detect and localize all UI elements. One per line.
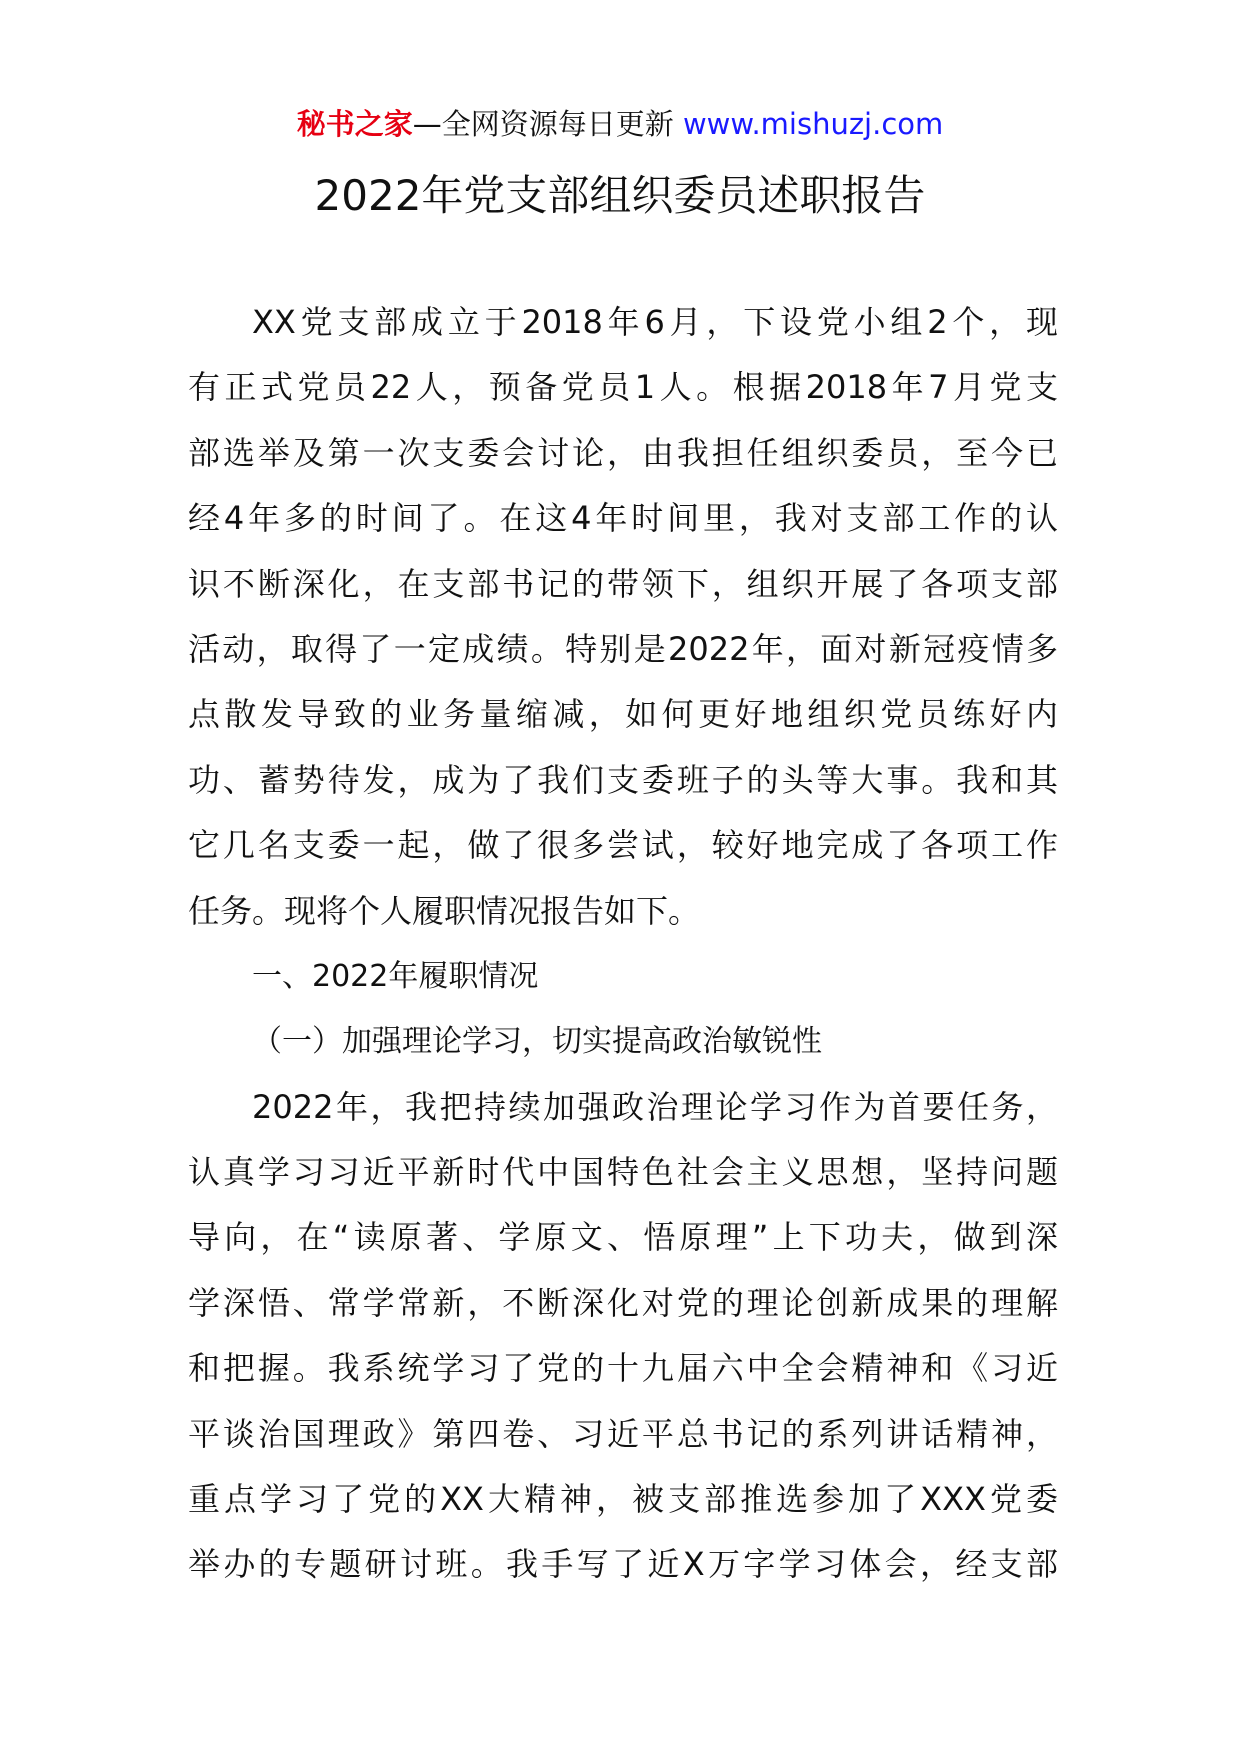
paragraph-line: 导向，在“读原著、学原文、悟原理”上下功夫，做到深 [188, 1218, 1058, 1257]
section-heading: 一、2022年履职情况 [252, 958, 539, 994]
subsection-heading: （一）加强理论学习，切实提高政治敏锐性 [252, 1024, 822, 1060]
paragraph-line: 功、蓄势待发，成为了我们支委班子的头等大事。我和其 [188, 760, 1058, 799]
paragraph-line: 识不断深化，在支部书记的带领下，组织开展了各项支部 [188, 564, 1058, 603]
paragraph-line: 2022年，我把持续加强政治理论学习作为首要任务， [252, 1087, 1058, 1126]
document-title: 2022年党支部组织委员述职报告 [314, 171, 926, 220]
paragraph-line: 点散发导致的业务量缩减，如何更好地组织党员练好内 [188, 695, 1058, 734]
paragraph-line: 任务。现将个人履职情况报告如下。 [188, 891, 701, 930]
document-body [188, 290, 1058, 1598]
site-name: 秘书之家 [296, 107, 413, 141]
paragraph-line: 平谈治国理政》第四卷、习近平总书记的系列讲话精神， [188, 1414, 1058, 1453]
paragraph-line: 和把握。我系统学习了党的十九届六中全会精神和《习近 [188, 1349, 1058, 1388]
paragraph-line: 经4年多的时间了。在这4年时间里，我对支部工作的认 [188, 499, 1058, 538]
paragraph-line: 它几名支委一起，做了很多尝试，较好地完成了各项工作 [188, 826, 1058, 865]
paragraph-line: 部选举及第一次支委会讨论，由我担任组织委员，至今已 [188, 433, 1058, 472]
paragraph-line: 学深悟、常学常新，不断深化对党的理论创新成果的理解 [188, 1283, 1058, 1322]
site-url-link[interactable]: www.mishuzj.com [682, 107, 944, 141]
paragraph-line: 有正式党员22人，预备党员1人。根据2018年7月党支 [188, 368, 1058, 407]
paragraph-line: 活动，取得了一定成绩。特别是2022年，面对新冠疫情多 [188, 629, 1058, 668]
paragraph-line: XX党支部成立于2018年6月，下设党小组2个，现 [252, 303, 1058, 341]
paragraph-line: 认真学习习近平新时代中国特色社会主义思想，坚持问题 [188, 1153, 1058, 1192]
paragraph-line: 举办的专题研讨班。我手写了近X万字学习体会，经支部 [188, 1545, 1058, 1584]
paragraph-line: 重点学习了党的XX大精神，被支部推选参加了XXX党委 [188, 1480, 1058, 1519]
site-header [0, 104, 1240, 144]
site-slogan: —全网资源每日更新 [412, 107, 674, 141]
